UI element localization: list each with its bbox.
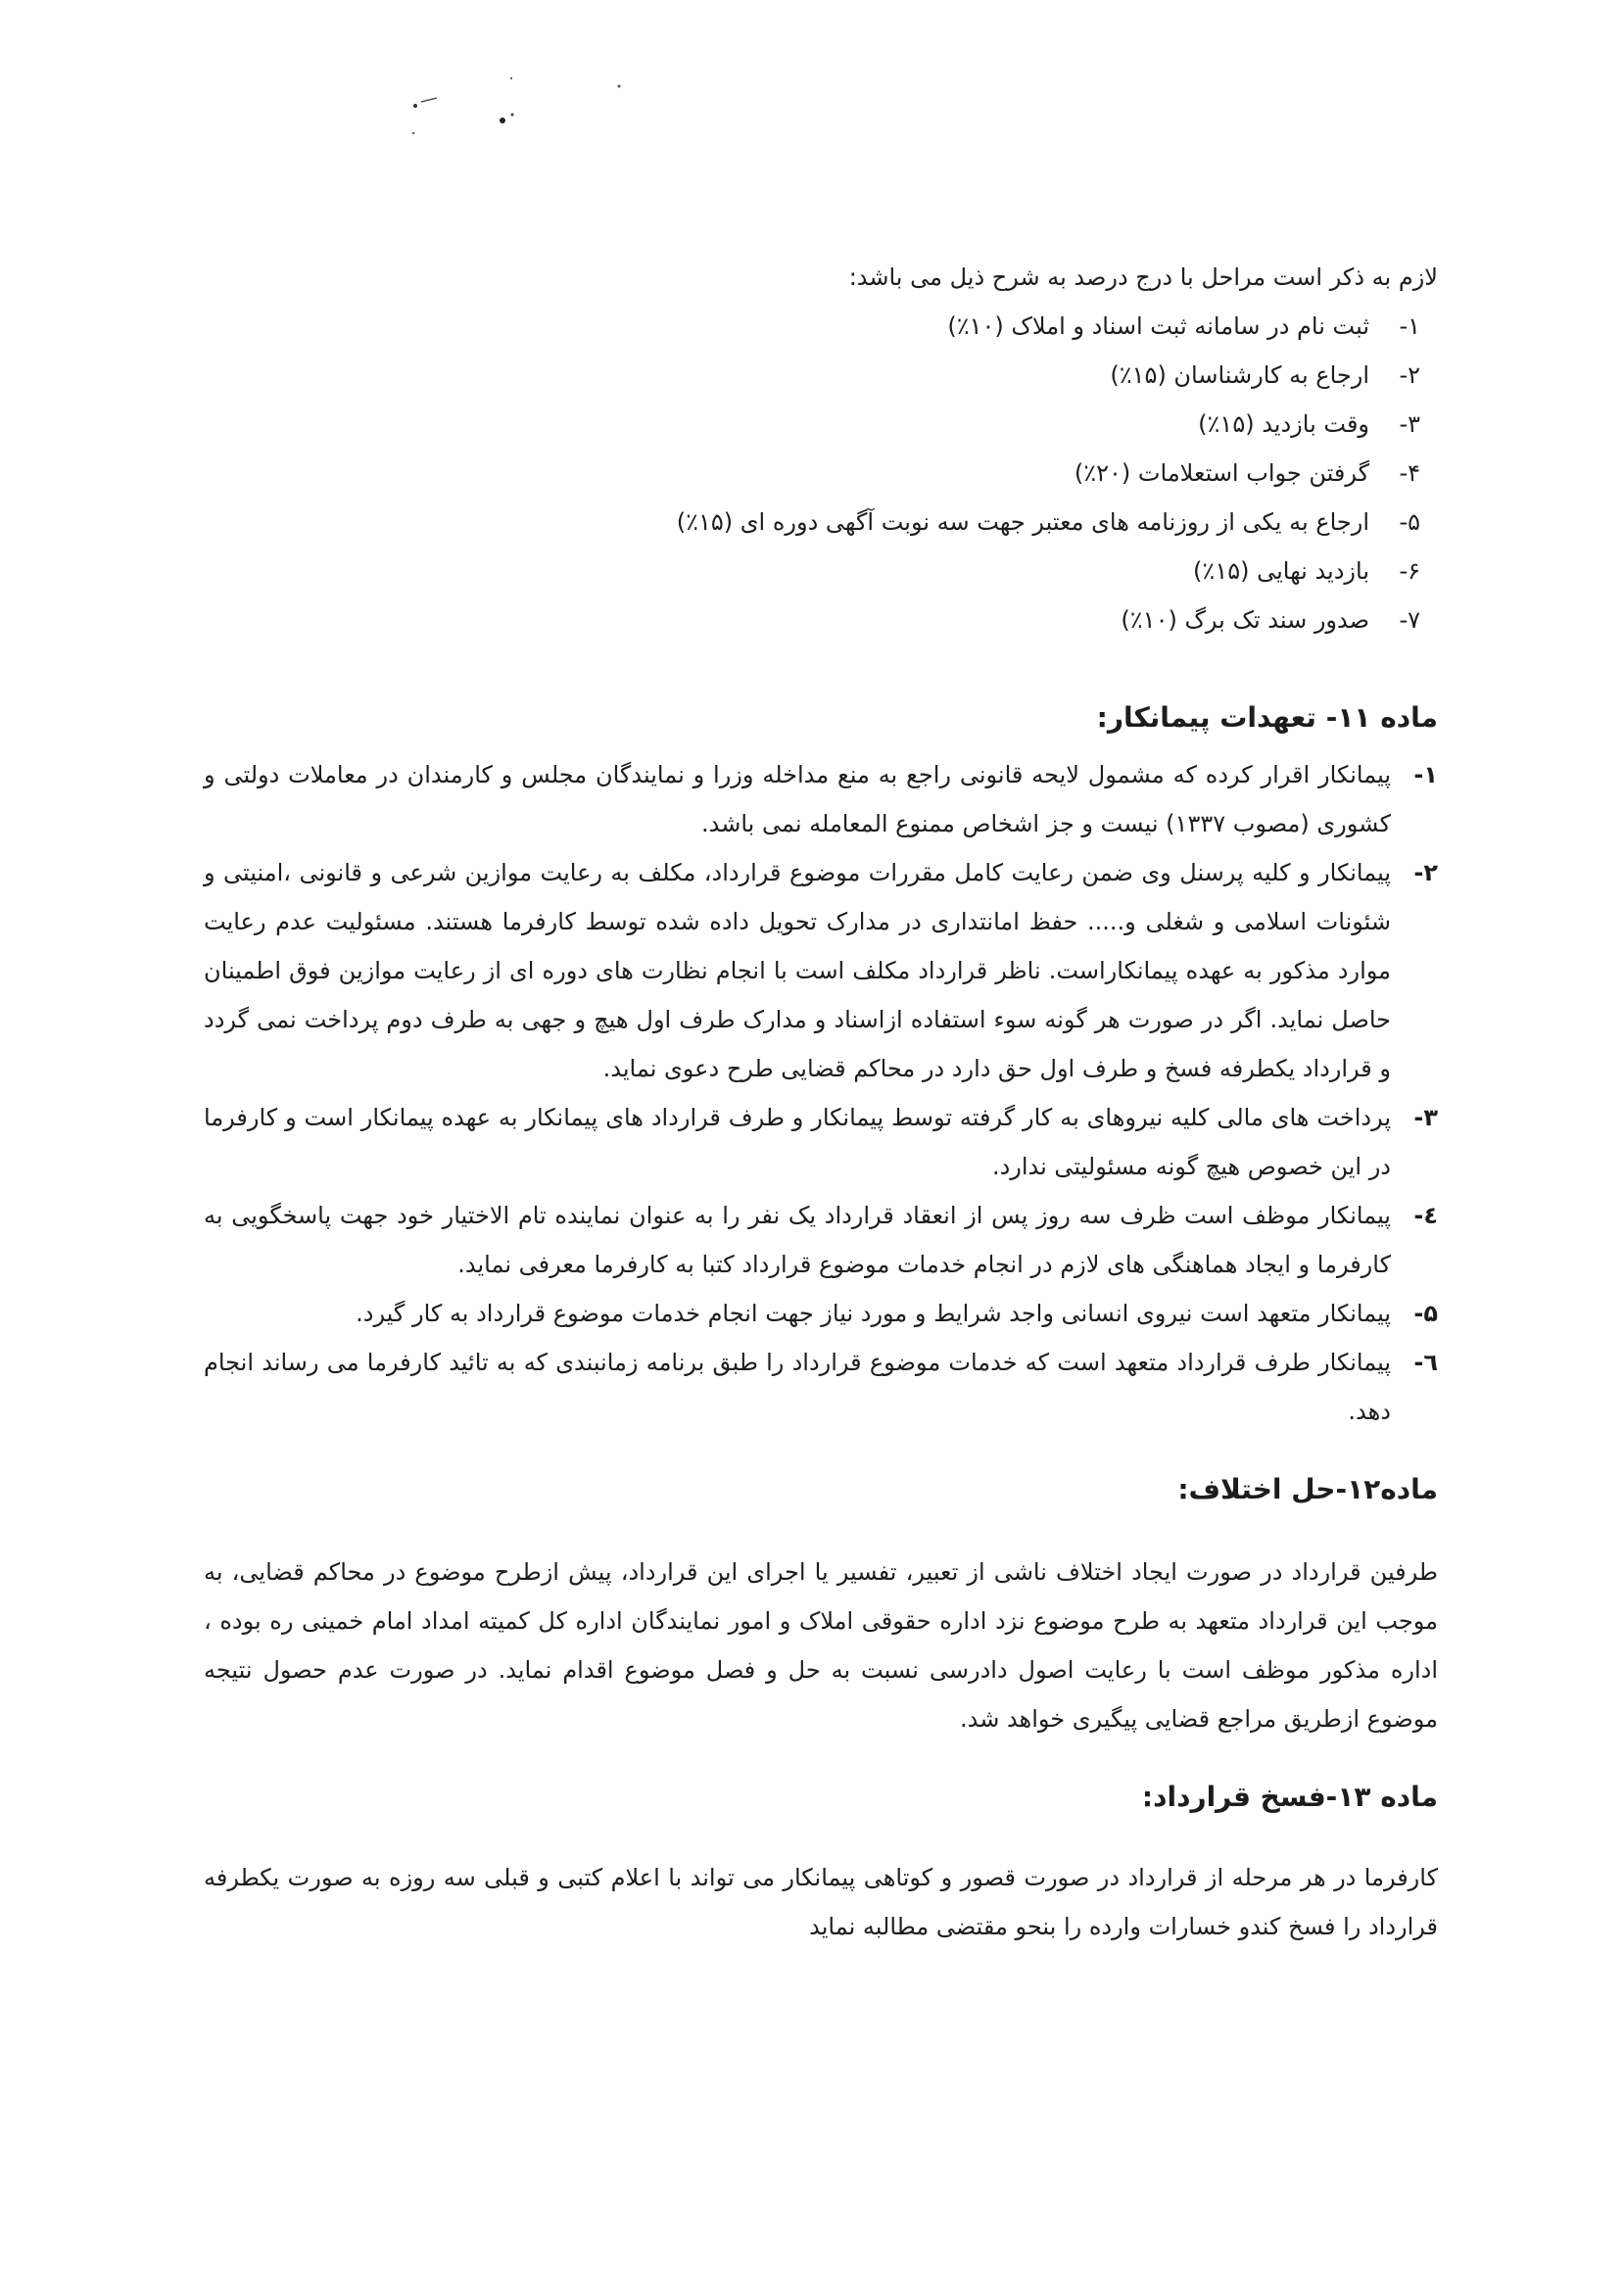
obligation-number: ٦- xyxy=(1413,1349,1438,1376)
stage-text: صدور سند تک برگ (۱۰٪) xyxy=(1121,606,1369,634)
article-13-text: کارفرما در هر مرحله از قرارداد در صورت قصور و کوتاهی پیمانکار می تواند با اعلام کتبی و قبلی سه روزه به صورت یکطرفه قرارداد را فسخ کندو خسارات وارده را بنحو مقتضی مطالبه نماید xyxy=(204,1864,1438,1940)
stage-number: ۷- xyxy=(1399,606,1420,634)
stage-text: ارجاع به کارشناسان (۱۵٪) xyxy=(1110,361,1369,389)
stage-number: ۳- xyxy=(1399,410,1420,438)
list-item xyxy=(204,1338,1438,1436)
obligations-list xyxy=(204,750,1438,1436)
stage-text: بازدید نهایی (۱۵٪) xyxy=(1193,557,1369,585)
document-body xyxy=(204,253,1438,1951)
obligation-number: ۳- xyxy=(1413,1104,1438,1131)
stages-intro: لازم به ذکر است مراحل با درج درصد به شرح ذیل می باشد: xyxy=(848,263,1438,291)
stage-text: ثبت نام در سامانه ثبت اسناد و املاک (۱۰٪) xyxy=(947,312,1369,340)
article-12-heading: ماده۱۲-حل اختلاف: xyxy=(1177,1473,1438,1505)
list-item xyxy=(204,498,1420,547)
list-item xyxy=(204,547,1420,596)
stage-number: ۱- xyxy=(1399,312,1420,340)
obligation-number: ۵- xyxy=(1413,1300,1438,1327)
obligation-text: پرداخت های مالی کلیه نیروهای به کار گرفته توسط پیمانکار و طرف قرارداد های پیمانکار به عهده پیمانکار است و کارفرما در این خصوص هیچ گونه مسئولیتی ندارد. xyxy=(204,1104,1391,1180)
stage-text: گرفتن جواب استعلامات (۲۰٪) xyxy=(1074,459,1369,487)
list-item xyxy=(204,750,1438,848)
stage-number: ۶- xyxy=(1399,557,1420,585)
stage-number: ۴- xyxy=(1399,459,1420,487)
obligation-text: پیمانکار موظف است ظرف سه روز پس از انعقاد قرارداد یک نفر را به عنوان نماینده تام الاختیار خود جهت پاسخگویی به کارفرما و ایجاد هماهنگی های لازم در انجام خدمات موضوع قرارداد کتبا به کارفرما معرفی نماید. xyxy=(204,1202,1391,1278)
article-13-heading: ماده ۱۳-فسخ قرارداد: xyxy=(1141,1781,1438,1813)
obligation-text: پیمانکار متعهد است نیروی انسانی واجد شرایط و مورد نیاز جهت انجام خدمات موضوع قرارداد به کار گیرد. xyxy=(356,1300,1391,1327)
list-item xyxy=(204,1289,1438,1338)
stages-list xyxy=(204,302,1438,644)
list-item xyxy=(204,351,1420,400)
obligation-text: پیمانکار اقرار کرده که مشمول لایحه قانونی راجع به منع مداخله وزرا و نمایندگان مجلس و کارمندان در معاملات دولتی و کشوری (مصوب ۱۳۳۷) نیست و جز اشخاص ممنوع المعامله نمی باشد. xyxy=(204,761,1391,837)
list-item xyxy=(204,1191,1438,1289)
obligation-number: ۲- xyxy=(1413,859,1438,886)
list-item xyxy=(204,848,1438,1093)
list-item xyxy=(204,1093,1438,1191)
obligation-number: ۱- xyxy=(1413,761,1438,788)
list-item xyxy=(204,400,1420,449)
stage-number: ۵- xyxy=(1399,508,1420,536)
list-item xyxy=(204,449,1420,498)
list-item xyxy=(204,302,1420,351)
stage-number: ۲- xyxy=(1399,361,1420,389)
scan-specks xyxy=(402,69,637,147)
obligation-text: پیمانکار و کلیه پرسنل وی ضمن رعایت کامل مقررات موضوع قرارداد، مکلف به رعایت موازین شرعی و قانونی ،امنیتی و شئونات اسلامی و شغلی و..... حفظ امانتداری در مدارک تحویل داده شده توسط کارفرما هستند. مسئولیت عدم رعایت موارد مذکور به عهده پیمانکاراست. ناظر قرارداد مکلف است با انجام نظارت های دوره ای از رعایت موازین فوق اطمینان حاصل نماید. اگر در صورت هر گونه سوء استفاده ازاسناد و مدارک طرف اول هیچ و جهی به طرف دوم پرداخت نمی گردد و قرارداد یکطرفه فسخ و طرف اول حق دارد در محاکم قضایی طرح دعوی نماید. xyxy=(204,859,1391,1082)
article-12-text: طرفین قرارداد در صورت ایجاد اختلاف ناشی از تعبیر، تفسیر یا اجرای این قرارداد، پیش ازطرح موضوع در محاکم قضایی، به موجب این قرارداد متعهد به طرح موضوع نزد اداره حقوقی املاک و امور نمایندگان اداره کل کمیته امداد امام خمینی ره بوده ، اداره مذکور موظف است با رعایت اصول دادرسی نسبت به حل و فصل موضوع اقدام نماید. در صورت عدم حصول نتیجه موضوع ازطریق مراجع قضایی پیگیری خواهد شد. xyxy=(204,1558,1438,1733)
stage-text: ارجاع به یکی از روزنامه های معتبر جهت سه نوبت آگهی دوره ای (۱۵٪) xyxy=(676,508,1369,536)
list-item xyxy=(204,596,1420,644)
obligation-text: پیمانکار طرف قرارداد متعهد است که خدمات موضوع قرارداد را طبق برنامه زمانبندی که به تائید کارفرما می رساند انجام دهد. xyxy=(204,1349,1391,1425)
article-11-heading: ماده ۱۱- تعهدات پیمانکار: xyxy=(1096,701,1438,734)
stage-text: وقت بازدید (۱۵٪) xyxy=(1198,410,1369,438)
obligation-number: ٤- xyxy=(1413,1202,1438,1229)
